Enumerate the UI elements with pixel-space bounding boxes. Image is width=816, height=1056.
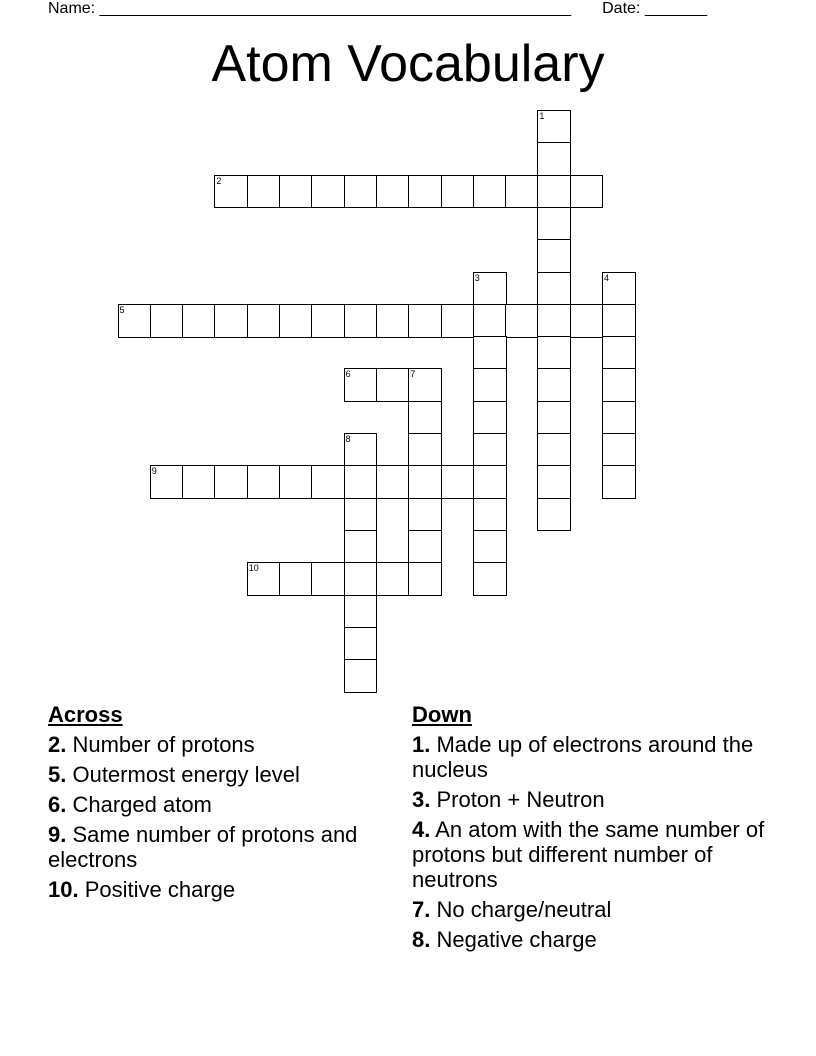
crossword-cell[interactable] [182, 304, 216, 338]
crossword-cell[interactable] [408, 175, 442, 209]
crossword-cell[interactable] [247, 175, 281, 209]
clue-item [48, 732, 378, 757]
crossword-cell[interactable] [344, 368, 378, 402]
clue-item [412, 732, 782, 782]
crossword-cell[interactable] [118, 304, 152, 338]
across-clues [48, 702, 378, 907]
crossword-cell[interactable] [537, 465, 571, 499]
crossword-cell[interactable] [473, 562, 507, 596]
clue-item-number: 1. [412, 732, 431, 757]
crossword-cell[interactable] [408, 562, 442, 596]
clue-item [412, 927, 782, 952]
clue-number: 5 [119, 304, 125, 315]
crossword-cell[interactable] [537, 110, 571, 144]
clue-item-number: 4. [412, 817, 431, 842]
clue-item-text: Same number of protons and electrons [48, 822, 358, 872]
crossword-cell[interactable] [473, 175, 507, 209]
crossword-cell[interactable] [247, 562, 281, 596]
crossword-cell[interactable] [537, 368, 571, 402]
crossword-cell[interactable] [408, 433, 442, 467]
clue-item [48, 792, 378, 817]
crossword-cell[interactable] [537, 433, 571, 467]
crossword-cell[interactable] [602, 368, 636, 402]
crossword-cell[interactable] [505, 304, 539, 338]
clue-item-number: 8. [412, 927, 431, 952]
crossword-cell[interactable] [473, 336, 507, 370]
crossword-cell[interactable] [537, 336, 571, 370]
crossword-cell[interactable] [473, 530, 507, 564]
clue-item [412, 787, 782, 812]
clue-number: 4 [604, 272, 610, 283]
crossword-cell[interactable] [344, 562, 378, 596]
clue-item-text: Number of protons [66, 732, 255, 757]
clue-item-number: 6. [48, 792, 67, 817]
crossword-cell[interactable] [505, 175, 539, 209]
crossword-cell[interactable] [408, 401, 442, 435]
crossword-cell[interactable] [376, 465, 410, 499]
crossword-cell[interactable] [344, 530, 378, 564]
crossword-cell[interactable] [311, 465, 345, 499]
crossword-cell[interactable] [182, 465, 216, 499]
clue-item-text: An atom with the same number of protons but different number of neutrons [412, 817, 765, 892]
clue-item-text: Proton + Neutron [430, 787, 605, 812]
crossword-cell[interactable] [473, 368, 507, 402]
crossword-cell[interactable] [570, 304, 604, 338]
crossword-cell[interactable] [570, 175, 604, 209]
crossword-cell[interactable] [408, 304, 442, 338]
crossword-cell[interactable] [214, 304, 248, 338]
clue-item-text: Positive charge [78, 877, 236, 902]
clue-item-number: 3. [412, 787, 431, 812]
crossword-cell[interactable] [247, 304, 281, 338]
clue-item-number: 7. [412, 897, 431, 922]
clue-item-text: Charged atom [66, 792, 212, 817]
clue-item-text: Made up of electrons around the nucleus [412, 732, 754, 782]
crossword-cell[interactable] [279, 465, 313, 499]
crossword-cell[interactable] [311, 562, 345, 596]
clue-number: 1 [539, 111, 545, 121]
clue-item [48, 877, 378, 902]
crossword-cell[interactable] [602, 272, 636, 306]
crossword-cell[interactable] [214, 175, 248, 209]
crossword-cell[interactable] [408, 465, 442, 499]
crossword-cell[interactable] [602, 336, 636, 370]
crossword-cell[interactable] [441, 304, 475, 338]
page-title: Atom Vocabulary [211, 35, 605, 93]
crossword-cell[interactable] [311, 175, 345, 209]
crossword-cell[interactable] [344, 304, 378, 338]
crossword-cell[interactable] [344, 498, 378, 532]
crossword-cell[interactable] [537, 239, 571, 273]
clue-number: 8 [345, 434, 351, 444]
crossword-cell[interactable] [279, 562, 313, 596]
clue-number: 7 [410, 369, 416, 380]
crossword-cell[interactable] [311, 304, 345, 338]
crossword-cell[interactable] [537, 207, 571, 241]
crossword-cell[interactable] [344, 659, 378, 693]
crossword-cell[interactable] [344, 595, 378, 629]
crossword-cell[interactable] [344, 433, 378, 467]
crossword-cell[interactable] [602, 304, 636, 338]
clue-item [412, 897, 782, 922]
crossword-cell[interactable] [537, 142, 571, 176]
crossword-cell[interactable] [441, 465, 475, 499]
crossword-cell[interactable] [344, 175, 378, 209]
crossword-cell[interactable] [473, 433, 507, 467]
crossword-cell[interactable] [150, 304, 184, 338]
crossword-cell[interactable] [279, 304, 313, 338]
crossword-cell[interactable] [473, 465, 507, 499]
clue-item-number: 5. [48, 762, 67, 787]
crossword-cell[interactable] [602, 401, 636, 435]
clue-item [412, 817, 782, 892]
crossword-cell[interactable] [408, 498, 442, 532]
date-blank[interactable]: _______ [644, 0, 708, 17]
crossword-cell[interactable] [150, 465, 184, 499]
clue-item-number: 2. [48, 732, 67, 757]
crossword-cell[interactable] [279, 175, 313, 209]
crossword-cell[interactable] [473, 304, 507, 338]
clue-number: 6 [345, 369, 351, 380]
date-label: Date: [602, 0, 641, 17]
clue-item-text: Negative charge [430, 927, 597, 952]
crossword-cell[interactable] [214, 465, 248, 499]
clue-item [48, 762, 378, 787]
crossword-cell[interactable] [537, 498, 571, 532]
down-clue-list [412, 732, 782, 952]
clue-item-number: 10. [48, 877, 79, 902]
crossword-cell[interactable] [537, 175, 571, 209]
clue-item [48, 822, 378, 872]
crossword-cell[interactable] [537, 304, 571, 338]
crossword-cell[interactable] [376, 175, 410, 209]
clue-number: 2 [216, 175, 222, 186]
crossword-cell[interactable] [344, 627, 378, 661]
name-label: Name: [48, 0, 96, 17]
crossword-cell[interactable] [537, 272, 571, 306]
clue-item-number: 9. [48, 822, 67, 847]
across-heading: Across [48, 702, 123, 727]
crossword-cell[interactable] [376, 304, 410, 338]
across-clue-list [48, 732, 378, 902]
crossword-cell[interactable] [602, 465, 636, 499]
crossword-cell[interactable] [376, 368, 410, 402]
name-blank[interactable]: _____________________________________________________ [99, 0, 572, 17]
clue-item-text: Outermost energy level [66, 762, 300, 787]
clue-item-text: No charge/neutral [430, 897, 612, 922]
crossword-cell[interactable] [408, 368, 442, 402]
clue-number: 10 [248, 563, 259, 574]
crossword-cell[interactable] [602, 433, 636, 467]
clue-number: 3 [474, 272, 480, 283]
down-clues [412, 702, 782, 957]
crossword-cell[interactable] [473, 498, 507, 532]
crossword-cell[interactable] [344, 465, 378, 499]
down-heading: Down [412, 702, 472, 727]
crossword-cell[interactable] [376, 562, 410, 596]
crossword-cell[interactable] [408, 530, 442, 564]
crossword-cell[interactable] [247, 465, 281, 499]
crossword-cell[interactable] [537, 401, 571, 435]
crossword-cell[interactable] [473, 401, 507, 435]
clue-number: 9 [151, 466, 157, 477]
crossword-cell[interactable] [441, 175, 475, 209]
crossword-cell[interactable] [473, 272, 507, 306]
